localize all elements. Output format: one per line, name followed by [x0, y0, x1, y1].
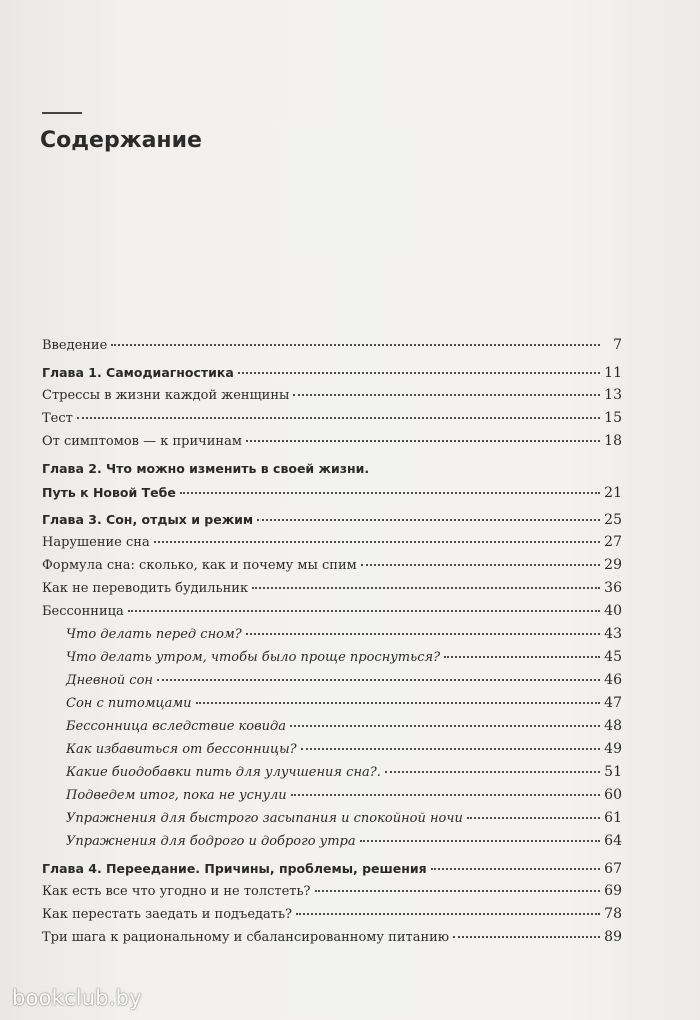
toc-entry — [42, 531, 622, 554]
toc-entry-title: Глава 3. Сон, отдых и режим — [42, 512, 254, 527]
dot-leader — [290, 725, 600, 727]
toc-entry-title: Бессонница вследствие ковида — [66, 719, 287, 734]
toc-page-number: 29 — [604, 557, 622, 573]
toc-entry-title: Формула сна: сколько, как и почему мы спим — [42, 558, 357, 573]
toc-entry-title: Глава 2. Что можно изменить в своей жизни. — [42, 461, 370, 476]
toc-page-number: 60 — [604, 787, 622, 803]
toc-entry — [42, 880, 622, 903]
toc-chapter — [42, 857, 622, 880]
toc-entry-title: Подведем итог, пока не уснули — [66, 788, 287, 803]
dot-leader — [128, 610, 600, 612]
toc-entry-title: Упражнения для бодрого и доброго утра — [66, 834, 356, 849]
toc-entry-title: Стрессы в жизни каждой женщины — [42, 388, 290, 403]
toc-subsection — [42, 669, 622, 692]
dot-leader — [301, 748, 600, 750]
toc-page-number: 13 — [604, 387, 622, 403]
toc-entry — [42, 384, 622, 407]
toc-entry — [42, 334, 622, 357]
toc-entry — [42, 407, 622, 430]
dot-leader — [361, 564, 600, 566]
toc-chapter — [42, 508, 622, 531]
toc-page-number: 40 — [604, 603, 622, 619]
toc-subsection — [42, 715, 622, 738]
toc-page-number: 21 — [604, 485, 622, 501]
toc-page-number: 46 — [604, 672, 622, 688]
toc-entry-title: Глава 4. Переедание. Причины, проблемы, решения — [42, 861, 427, 876]
toc-entry-title: Как избавиться от бессонницы? — [66, 742, 297, 757]
dot-leader — [257, 519, 600, 521]
toc-entry-title: Дневной сон — [66, 673, 153, 688]
dot-leader — [453, 936, 600, 938]
toc-page-number: 69 — [604, 883, 622, 899]
dot-leader — [291, 794, 600, 796]
dot-leader — [252, 587, 600, 589]
toc-entry — [42, 430, 622, 453]
toc-subsection — [42, 761, 622, 784]
toc-entry — [42, 577, 622, 600]
toc-entry-title: Что делать утром, чтобы было проще проснуться? — [66, 650, 441, 665]
toc-page-number: 64 — [604, 833, 622, 849]
toc-entry-title: Нарушение сна — [42, 535, 150, 550]
toc-subsection — [42, 646, 622, 669]
table-of-contents — [42, 334, 622, 949]
toc-page-number: 36 — [604, 580, 622, 596]
dot-leader — [296, 913, 600, 915]
dot-leader — [246, 440, 600, 442]
dot-leader — [315, 890, 601, 892]
dot-leader — [111, 344, 600, 346]
toc-entry-title: Сон с питомцами — [66, 696, 192, 711]
toc-chapter-line — [42, 457, 622, 481]
toc-entry-title: Что делать перед сном? — [66, 627, 242, 642]
toc-page-number: 67 — [604, 861, 622, 877]
dot-leader — [293, 394, 600, 396]
dot-leader — [196, 702, 600, 704]
dot-leader — [444, 656, 600, 658]
toc-page-number: 25 — [604, 512, 622, 528]
toc-subsection — [42, 623, 622, 646]
toc-entry — [42, 600, 622, 623]
toc-entry-title: Как перестать заедать и подъедать? — [42, 907, 293, 922]
title-rule — [42, 112, 82, 114]
toc-entry — [42, 554, 622, 577]
dot-leader — [431, 868, 600, 870]
toc-page-number: 18 — [604, 433, 622, 449]
page-title: Содержание — [40, 128, 202, 153]
toc-entry-title: Какие биодобавки пить для улучшения сна?. — [66, 765, 381, 780]
toc-chapter — [42, 361, 622, 384]
toc-entry-title: Путь к Новой Тебе — [42, 485, 176, 500]
toc-entry-title: Бессонница — [42, 604, 124, 619]
toc-chapter — [42, 481, 622, 504]
toc-entry-title: Три шага к рациональному и сбалансированному питанию — [42, 930, 450, 945]
toc-page-number: 49 — [604, 741, 622, 757]
toc-page-number: 7 — [613, 337, 622, 353]
toc-entry — [42, 903, 622, 926]
dot-leader — [180, 492, 600, 494]
toc-page-number: 78 — [604, 906, 622, 922]
toc-subsection — [42, 807, 622, 830]
toc-page-number: 89 — [604, 929, 622, 945]
toc-entry-title: От симптомов — к причинам — [42, 434, 242, 449]
dot-leader — [467, 817, 600, 819]
dot-leader — [360, 840, 600, 842]
dot-leader — [238, 372, 600, 374]
toc-page-number: 45 — [604, 649, 622, 665]
toc-page-number: 27 — [604, 534, 622, 550]
dot-leader — [77, 417, 600, 419]
toc-entry-title: Глава 1. Самодиагностика — [42, 365, 234, 380]
toc-entry-title: Тест — [42, 411, 73, 426]
toc-page-number: 51 — [604, 764, 622, 780]
watermark: bookclub.by — [12, 986, 142, 1010]
toc-page-number: 48 — [604, 718, 622, 734]
toc-subsection — [42, 830, 622, 853]
dot-leader — [157, 679, 600, 681]
toc-subsection — [42, 692, 622, 715]
toc-entry-title: Введение — [42, 338, 108, 353]
toc-subsection — [42, 784, 622, 807]
dot-leader — [385, 771, 600, 773]
toc-entry-title: Как есть все что угодно и не толстеть? — [42, 884, 311, 899]
toc-page-number: 15 — [604, 410, 622, 426]
toc-page-number: 47 — [604, 695, 622, 711]
dot-leader — [154, 541, 600, 543]
toc-page-number: 61 — [604, 810, 622, 826]
toc-page-number: 11 — [604, 365, 622, 381]
toc-entry-title: Упражнения для быстрого засыпания и спокойной ночи — [66, 811, 463, 826]
toc-subsection — [42, 738, 622, 761]
toc-entry-title: Как не переводить будильник — [42, 581, 249, 596]
dot-leader — [246, 633, 600, 635]
toc-entry — [42, 926, 622, 949]
toc-page-number: 43 — [604, 626, 622, 642]
